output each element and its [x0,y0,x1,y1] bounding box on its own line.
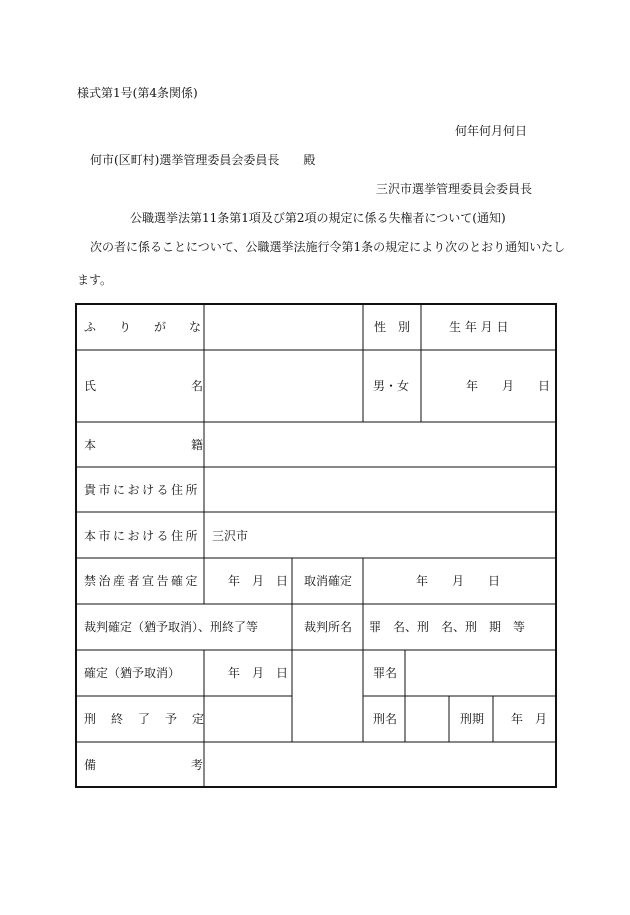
torikeshi-date[interactable]: 年 月 日 [416,574,501,588]
addressee: 何市(区町村)選挙管理委員会委員長 殿 [90,153,316,167]
saiban-label: 裁判確定（猶予取消）、刑終了等 [84,620,259,634]
document-title: 公職選挙法第11条第1項及び第2項の規定に係る失権者について(通知) [130,211,506,225]
keimei-label: 刑名 [373,712,398,726]
kishi-address-label [84,483,200,497]
kishi-address-label-text: 貴市における住所 [84,483,201,497]
keiki-label: 刑期 [460,712,485,726]
sender: 三沢市選挙管理委員会委員長 [376,182,533,196]
saibansho-field[interactable] [293,605,362,741]
honseki-field[interactable] [205,423,555,466]
body-text-line-2: ます。 [77,273,113,287]
name-label-text: 氏名 [84,379,299,393]
gender-label: 性 別 [374,320,411,334]
biko-label-text: 備考 [84,758,299,772]
kishi-address-field[interactable] [205,468,555,511]
honshi-address-label-text: 本市における住所 [84,529,201,543]
notice-date: 何年何月何日 [455,124,528,138]
kinchisan-label [84,574,200,588]
torikeshi-label: 取消確定 [304,574,353,588]
honshi-address-label [84,529,200,543]
furigana-label-text: ふりがな [84,320,225,334]
zaimei-field[interactable] [406,651,555,695]
keishuryo-label-text: 刑終了予定 [84,712,220,726]
zaimei-label: 罪名 [373,666,398,680]
kakutei-label: 確定（猶予取消） [84,666,181,680]
keiki-value[interactable]: 年 月 [511,712,548,726]
keimei-field[interactable] [406,697,448,741]
furigana-label [84,320,225,334]
honshi-address-value[interactable]: 三沢市 [212,529,249,543]
birthdate-label: 生 年 月 日 [449,320,509,334]
name-field[interactable] [205,351,362,421]
kakutei-date[interactable]: 年 月 日 [228,666,289,680]
honseki-label-text: 本籍 [84,438,299,452]
keishuryo-label [84,712,219,726]
furigana-field[interactable] [205,306,362,349]
offense-header: 罪 名、刑 名、刑 期 等 [369,620,526,634]
body-text-line-1: 次の者に係ることについて、公職選挙法施行令第1条の規定により次のとおり通知いたし [90,240,566,254]
kinchisan-date[interactable]: 年 月 日 [228,574,289,588]
birthdate-value[interactable]: 年 月 日 [466,379,551,393]
form-number: 様式第1号(第4条関係) [77,86,198,100]
saibansho-label: 裁判所名 [304,620,353,634]
gender-value[interactable]: 男・女 [373,379,410,393]
kinchisan-label-text: 禁治産者宣告確定 [84,574,201,588]
biko-field[interactable] [205,743,555,786]
keishuryo-field[interactable] [205,697,291,741]
